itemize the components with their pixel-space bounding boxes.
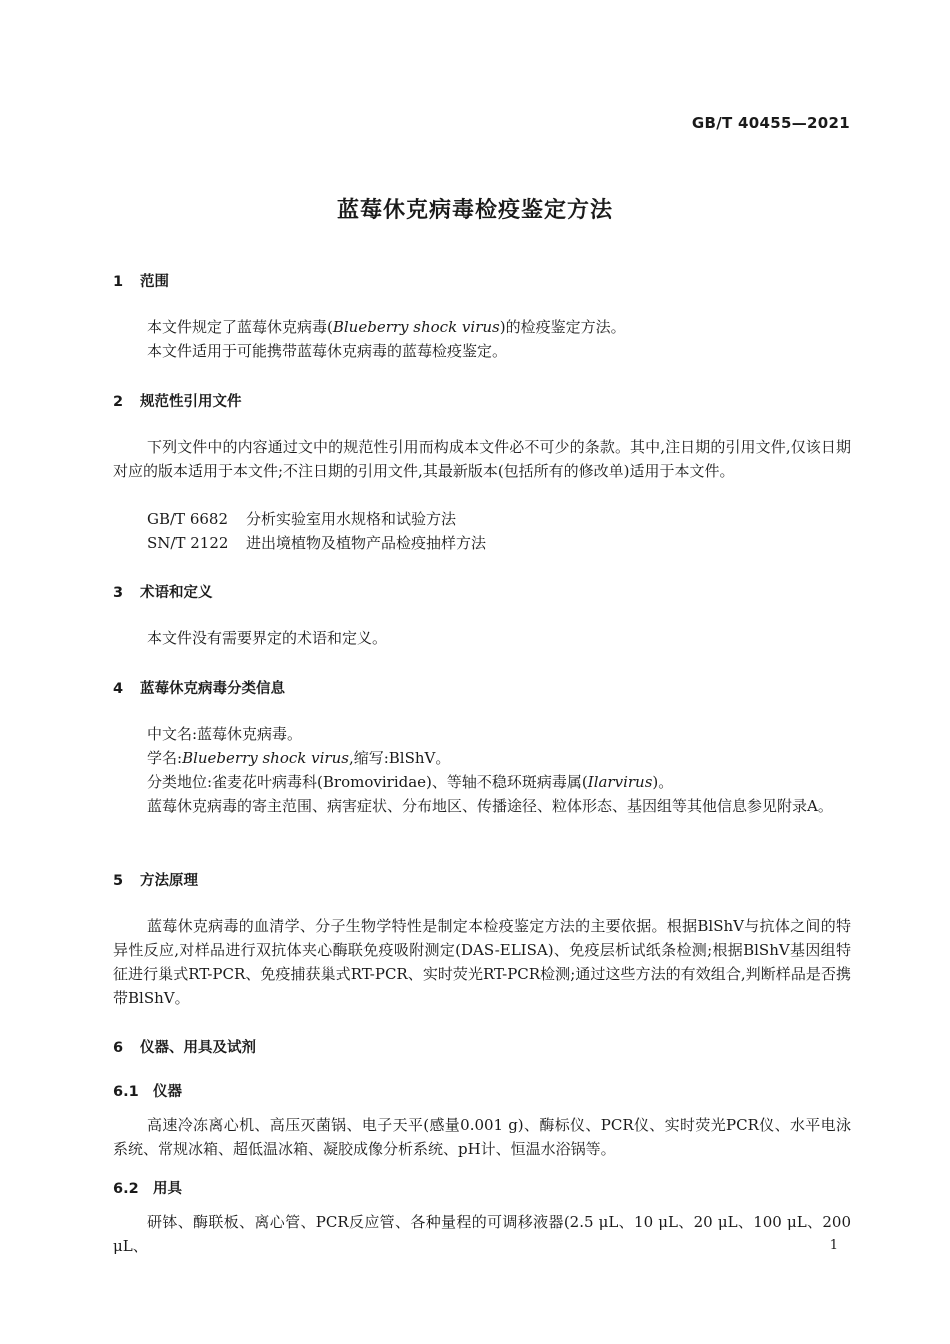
- text: 分类地位:雀麦花叶病毒科(Bromoviridae)、等轴不稳环斑病毒属(: [147, 773, 588, 791]
- section-6-heading: [113, 1036, 256, 1057]
- subsection-number: 6.1: [113, 1084, 139, 1100]
- standard-code: GB/T 40455—2021: [691, 114, 850, 132]
- scientific-name-line: [113, 746, 851, 770]
- taxonomy-line: [113, 770, 851, 794]
- section-number: 1: [113, 274, 124, 290]
- text: 本文件规定了蓝莓休克病毒(: [147, 318, 333, 336]
- text: )。: [652, 773, 674, 791]
- section-2-paragraph-1: 下列文件中的内容通过文中的规范性引用而构成本文件必不可少的条款。其中,注日期的引用文件,仅该日期对应的版本适用于本文件;不注日期的引用文件,其最新版本(包括所有的修改单)适用于本文件。: [113, 438, 851, 480]
- section-1-paragraph-2: 本文件适用于可能携带蓝莓休克病毒的蓝莓检疫鉴定。: [147, 342, 508, 360]
- section-5-paragraph-1: 蓝莓休克病毒的血清学、分子生物学特性是制定本检疫鉴定方法的主要依据。根据BlShV与抗体之间的特异性反应,对样品进行双抗体夹心酶联免疫吸附测定(DAS-ELISA)、免疫层析试纸条检测;根据BlShV基因组特征进行巢式RT-PCR、免疫捕获巢式RT-PCR、实时荧光RT-PCR检测;通过这些方法的有效组合,判断样品是否携带BlShV。: [113, 917, 851, 1007]
- reference-item: [147, 507, 456, 531]
- section-number: 3: [113, 585, 124, 601]
- subsection-title: 仪器: [153, 1084, 182, 1100]
- section-number: 6: [113, 1040, 124, 1056]
- reference-title: 分析实验室用水规格和试验方法: [246, 510, 457, 528]
- section-4-heading: [113, 677, 285, 698]
- section-title: 术语和定义: [140, 585, 213, 601]
- section-title: 范围: [140, 274, 169, 290]
- section-title: 规范性引用文件: [140, 394, 242, 410]
- subsection-title: 用具: [153, 1181, 182, 1197]
- text: 学名:: [147, 749, 183, 767]
- reference-item: [147, 531, 486, 555]
- section-number: 2: [113, 394, 124, 410]
- section-3-paragraph-1: 本文件没有需要界定的术语和定义。: [147, 629, 388, 647]
- section-title: 方法原理: [140, 873, 198, 889]
- section-4-paragraph-more: 蓝莓休克病毒的寄主范围、病害症状、分布地区、传播途径、粒体形态、基因组等其他信息参见附录A。: [147, 797, 833, 815]
- subsection-number: 6.2: [113, 1181, 139, 1197]
- section-5-heading: [113, 869, 198, 890]
- text: ,缩写:BlShV。: [348, 749, 451, 767]
- section-3-heading: [113, 581, 213, 602]
- chinese-name-line: 中文名:蓝莓休克病毒。: [147, 725, 303, 743]
- text: )的检疫鉴定方法。: [499, 318, 626, 336]
- section-number: 4: [113, 681, 124, 697]
- subsection-6-1-heading: [113, 1080, 182, 1101]
- section-title: 仪器、用具及试剂: [140, 1040, 256, 1056]
- subsection-6-1-paragraph: 高速冷冻离心机、高压灭菌锅、电子天平(感量0.001 g)、酶标仪、PCR仪、实时荧光PCR仪、水平电泳系统、常规冰箱、超低温冰箱、凝胶成像分析系统、pH计、恒温水浴锅等。: [113, 1116, 851, 1158]
- page-number: 1: [829, 1238, 838, 1253]
- section-2-heading: [113, 390, 242, 411]
- reference-title: 进出境植物及植物产品检疫抽样方法: [246, 534, 487, 552]
- scientific-name: Blueberry shock virus: [182, 749, 349, 767]
- scientific-name: Blueberry shock virus: [332, 318, 500, 336]
- section-title: 蓝莓休克病毒分类信息: [140, 681, 285, 697]
- genus-name: Ilarvirus: [587, 773, 653, 791]
- reference-code: SN/T 2122: [147, 534, 229, 552]
- section-1-paragraph-1: [113, 315, 851, 339]
- document-title: 蓝莓休克病毒检疫鉴定方法: [336, 198, 613, 223]
- subsection-6-2-heading: [113, 1177, 182, 1198]
- section-1-heading: [113, 270, 169, 291]
- subsection-6-2-paragraph: 研钵、酶联板、离心管、PCR反应管、各种量程的可调移液器(2.5 μL、10 μL、20 μL、100 μL、200 μL、: [113, 1213, 851, 1255]
- section-number: 5: [113, 873, 124, 889]
- reference-code: GB/T 6682: [147, 510, 229, 528]
